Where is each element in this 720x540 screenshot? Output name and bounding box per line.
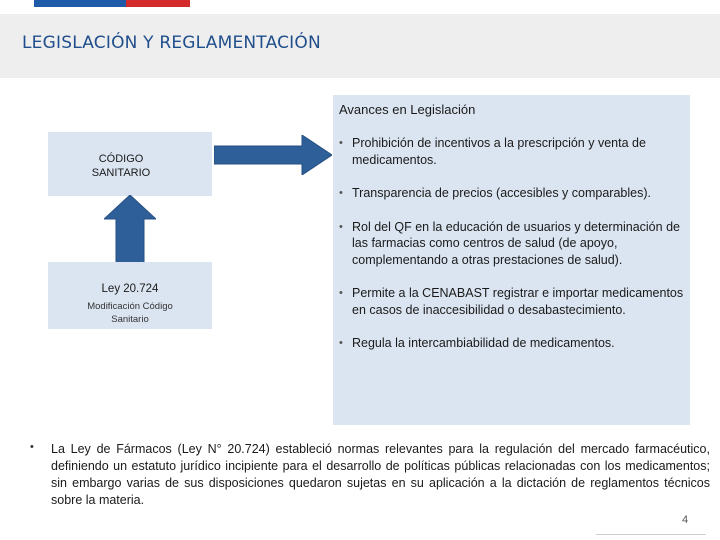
ley-20724-box xyxy=(48,262,212,329)
ley-subtitle-line2: Sanitario xyxy=(111,314,149,325)
codigo-line1: CÓDIGO xyxy=(98,153,144,165)
codigo-sanitario-box xyxy=(48,132,212,196)
page-title: LEGISLACIÓN Y REGLAMENTACIÓN xyxy=(22,33,321,53)
list-item-text: Regula la intercambiabilidad de medicamentos. xyxy=(352,336,615,350)
flag-stripe-blue xyxy=(34,0,126,7)
codigo-line2: SANITARIO xyxy=(91,167,151,179)
arrow-right-icon xyxy=(214,135,332,175)
list-item xyxy=(339,219,685,269)
page-number: 4 xyxy=(682,514,689,526)
footer-note-text: La Ley de Fármacos (Ley N° 20.724) estableció normas relevantes para la regulación del mercado farmacéutico, definiendo un estatuto jurídico incipiente para el desarrollo de políticas públicas relacionadas con los medicamentos; sin embargo varias de sus disposiciones quedaron sujetas en su aplicación a la dictación de reglamentos técnicos sobre la materia. xyxy=(51,442,710,507)
ley-subtitle-line1: Modificación Código xyxy=(87,301,173,312)
list-item xyxy=(339,335,685,352)
ley-title: Ley 20.724 xyxy=(101,283,159,295)
list-item xyxy=(339,135,685,168)
page-number-divider xyxy=(596,534,706,535)
ley-subtitle xyxy=(48,300,212,326)
flag-stripe-red xyxy=(126,0,190,7)
bullet-icon: • xyxy=(339,220,343,233)
list-item-text: Prohibición de incentivos a la prescripción y venta de medicamentos. xyxy=(352,136,646,167)
avances-list xyxy=(339,135,685,352)
list-item xyxy=(339,285,685,318)
footer-note xyxy=(30,441,710,509)
codigo-sanitario-label xyxy=(86,152,156,180)
bullet-icon: • xyxy=(339,337,343,349)
bullet-icon: • xyxy=(30,441,34,453)
list-item-text: Transparencia de precios (accesibles y comparables). xyxy=(352,186,651,200)
bullet-icon: • xyxy=(339,287,343,299)
list-item xyxy=(339,185,685,202)
panel-title: Avances en Legislación xyxy=(339,102,476,117)
arrow-up-icon xyxy=(104,195,156,263)
bullet-icon: • xyxy=(339,187,343,199)
bullet-icon: • xyxy=(339,137,343,149)
list-item-text: Rol del QF en la educación de usuarios y determinación de las farmacias como centros de salud (de apoyo, complementando a otras prestaciones de salud). xyxy=(352,219,680,267)
list-item-text: Permite a la CENABAST registrar e importar medicamentos en casos de inaccesibilidad o desabastecimiento. xyxy=(352,286,684,317)
